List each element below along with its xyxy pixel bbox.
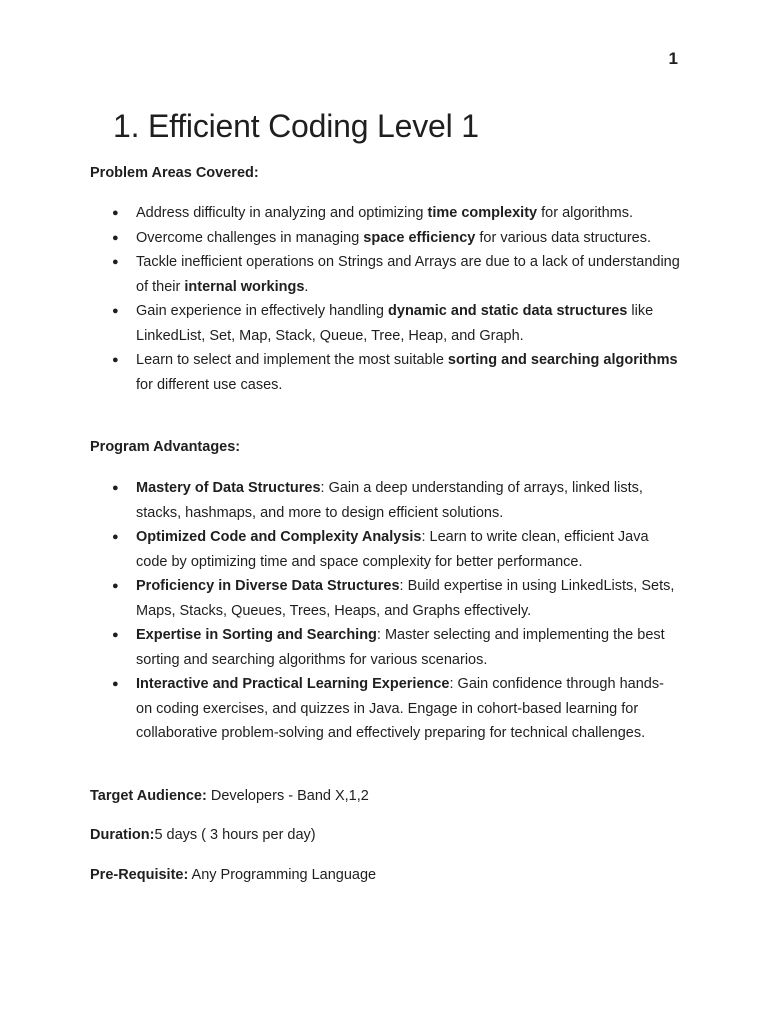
prerequisite-label: Pre-Requisite: — [90, 867, 189, 883]
bullet-icon: ● — [112, 580, 119, 592]
problem-areas-list — [110, 201, 680, 397]
bullet-icon: ● — [112, 531, 119, 543]
list-item: ● Expertise in Sorting and Searching: Master selecting and implementing the best sorting and searching algorithms for various scenarios. — [110, 623, 680, 672]
target-audience-line — [90, 788, 369, 804]
list-item: ● Optimized Code and Complexity Analysis: Learn to write clean, efficient Java code by optimizing time and space complexity for better performance. — [110, 525, 680, 574]
duration-line — [90, 827, 316, 843]
bullet-icon: ● — [112, 256, 119, 268]
list-item: ● Learn to select and implement the most suitable sorting and searching algorithms for different use cases. — [110, 348, 680, 397]
list-item: ● Interactive and Practical Learning Experience: Gain confidence through hands-on coding exercises, and quizzes in Java. Engage in cohort-based learning for collaborative problem-solving and effectively preparing for technical challenges. — [110, 672, 680, 746]
duration-value: 5 days ( 3 hours per day) — [154, 827, 316, 843]
bullet-icon: ● — [112, 207, 119, 219]
bullet-icon: ● — [112, 482, 119, 494]
duration-label: Duration: — [90, 827, 155, 843]
advantages-list — [110, 476, 680, 746]
bullet-icon: ● — [112, 678, 119, 690]
bullet-icon: ● — [112, 231, 119, 244]
bullet-icon: ● — [112, 305, 119, 317]
advantages-heading: Program Advantages: — [90, 439, 241, 455]
prerequisite-line — [90, 867, 376, 883]
target-audience-value: Developers - Band X,1,2 — [206, 788, 369, 804]
page-title: 1. Efficient Coding Level 1 — [113, 108, 479, 144]
list-item: ● Proficiency in Diverse Data Structures: Build expertise in using LinkedLists, Sets, Maps, Stacks, Queues, Trees, Heaps, and Graphs effectively. — [110, 574, 680, 623]
list-item: ● Mastery of Data Structures: Gain a deep understanding of arrays, linked lists, stacks, hashmaps, and more to design efficient solutions. — [110, 476, 680, 525]
prerequisite-value: Any Programming Language — [188, 867, 377, 883]
bullet-icon: ● — [112, 354, 119, 366]
list-item: ● Address difficulty in analyzing and optimizing time complexity for algorithms. — [110, 201, 680, 226]
target-audience-label: Target Audience: — [90, 788, 207, 804]
page-number: 1 — [668, 49, 678, 68]
list-item: ● Gain experience in effectively handling dynamic and static data structures like LinkedList, Set, Map, Stack, Queue, Tree, Heap, and Graph. — [110, 299, 680, 348]
list-item: ● Tackle inefficient operations on Strings and Arrays are due to a lack of understanding of their internal workings. — [110, 250, 680, 299]
bullet-icon: ● — [112, 629, 119, 641]
problem-areas-heading: Problem Areas Covered: — [90, 165, 259, 181]
list-item: ● Overcome challenges in managing space efficiency for various data structures. — [110, 226, 680, 251]
